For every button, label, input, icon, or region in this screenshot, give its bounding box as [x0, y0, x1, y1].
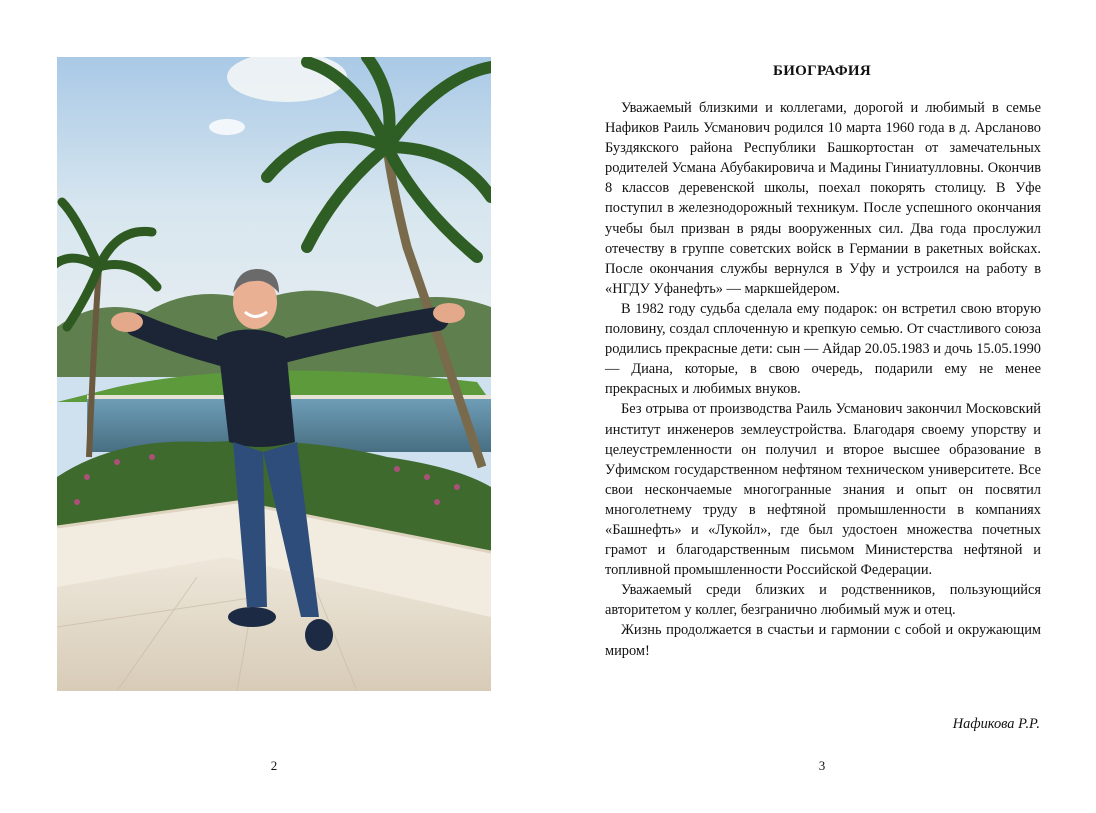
- biography-text: [605, 98, 1041, 661]
- biography-paragraph: В 1982 году судьба сделала ему подарок: он встретил свою вторую половину, создал сплоченную и крепкую семью. От счастливого союза родились прекрасные дети: сын — Айдар 20.05.1983 и дочь 15.05.1990 — Диана, которые, в свою очередь, подарили ему не менее прекрасных и любимых внуков.: [605, 300, 1041, 398]
- portrait-photo: [57, 57, 491, 691]
- biography-paragraph: Жизнь продолжается в счастьи и гармонии с собой и окружающим миром!: [605, 622, 1041, 659]
- page-number-left: 2: [270, 758, 278, 773]
- biography-paragraph: Уважаемый близкими и коллегами, дорогой и любимый в семье Нафиков Раиль Усманович родился 10 марта 1960 года в д. Арсланово Буздякского района Республики Башкортостан от замечательных родителей Усмана Абубакировича и Мадины Гиниатулловны. Окончив 8 классов деревенской школы, поехал покорять столицу. В Уфе поступил в железнодорожный техникум. После успешного окончания учебы был призван в ряды вооруженных сил. Два года прослужил отечеству в группе советских войск в Германии в ракетных войсках. После окончания службы вернулся в Уфу и устроился на работу в «НГДУ Уфанефть» — маркшейдером.: [605, 100, 1041, 297]
- right-page: [548, 0, 1096, 813]
- page-number-right: 3: [818, 758, 826, 773]
- biography-paragraph: Уважаемый среди близких и родственников, пользующийся авторитетом у коллег, безгранично любимый муж и отец.: [605, 582, 1041, 619]
- biography-paragraph: Без отрыва от производства Раиль Усманович закончил Московский институт инженеров землеустройства. Благодаря своему упорству и целеустремленности он получил и второе высшее образование в Уфимском государственном нефтяном техническом университете. Все свои нескончаемые многогранные знания и опыт он посвятил многолетнему труду в нефтяной промышленности в компаниях «Башнефть» и «Лукойл», где был удостоен множества почетных грамот и благодарственным письмом Министерства нефтяной и топливной промышленности Российской Федерации.: [605, 401, 1041, 579]
- page-title: БИОГРАФИЯ: [772, 63, 871, 79]
- signature: Нафикова Р.Р.: [952, 716, 1040, 732]
